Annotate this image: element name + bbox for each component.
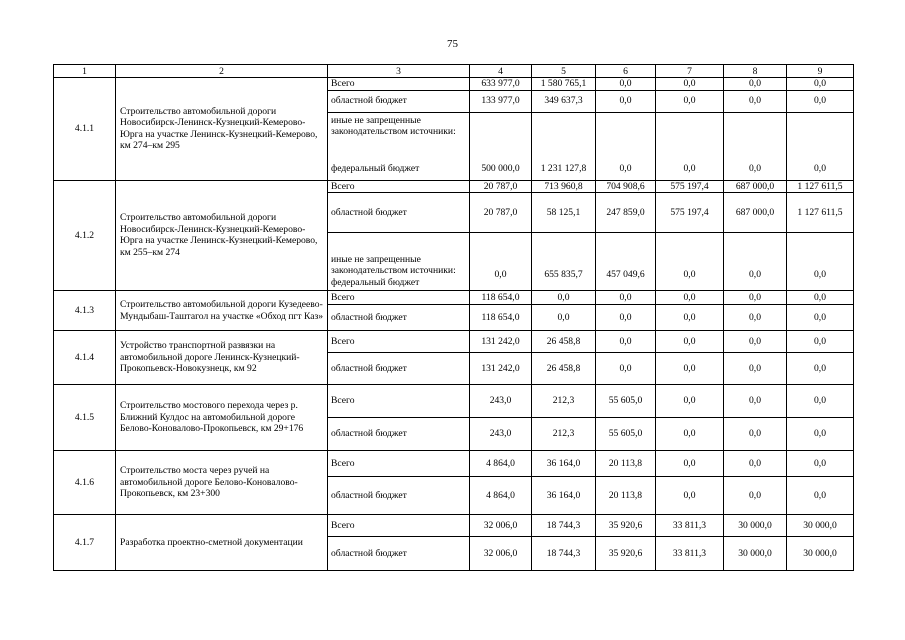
value-cell: 575 197,4 (656, 193, 724, 233)
column-header: 1 (54, 65, 116, 78)
source-cell: иные не запрещенные законодательством источники: (328, 112, 470, 158)
value-cell: 0,0 (596, 291, 656, 305)
value-cell: 0,0 (596, 158, 656, 180)
table-row (54, 385, 854, 418)
value-cell: 212,3 (532, 418, 596, 451)
source-cell: областной бюджет (328, 537, 470, 571)
value-cell: 704 908,6 (596, 180, 656, 193)
value-cell: 212,3 (532, 385, 596, 418)
source-cell: Всего (328, 180, 470, 193)
value-cell: 118 654,0 (470, 305, 532, 331)
value-cell: 4 864,0 (470, 451, 532, 477)
value-cell: 131 242,0 (470, 353, 532, 385)
value-cell: 36 164,0 (532, 477, 596, 515)
value-cell: 0,0 (724, 353, 787, 385)
value-cell: 687 000,0 (724, 193, 787, 233)
value-cell: 20 787,0 (470, 193, 532, 233)
item-code: 4.1.1 (54, 78, 116, 181)
source-cell: областной бюджет (328, 418, 470, 451)
value-cell: 243,0 (470, 385, 532, 418)
value-cell: 0,0 (656, 385, 724, 418)
source-cell: областной бюджет (328, 90, 470, 112)
value-cell: 0,0 (596, 353, 656, 385)
value-cell: 131 242,0 (470, 331, 532, 353)
value-cell: 0,0 (724, 385, 787, 418)
source-cell (328, 233, 470, 291)
value-cell: 655 835,7 (532, 233, 596, 291)
value-cell: 33 811,3 (656, 537, 724, 571)
value-cell: 0,0 (724, 477, 787, 515)
value-cell: 0,0 (787, 353, 854, 385)
source-cell: Всего (328, 451, 470, 477)
table-row (54, 331, 854, 353)
column-header: 4 (470, 65, 532, 78)
value-cell: 0,0 (532, 305, 596, 331)
value-cell: 575 197,4 (656, 180, 724, 193)
value-cell: 118 654,0 (470, 291, 532, 305)
column-header: 7 (656, 65, 724, 78)
table-row (54, 78, 854, 91)
value-cell: 0,0 (532, 291, 596, 305)
item-name: Строительство моста через ручей на автомобильной дороге Белово-Коновалово-Прокопьевск, км 23+300 (116, 451, 328, 515)
value-cell: 0,0 (596, 331, 656, 353)
value-cell: 0,0 (724, 451, 787, 477)
value-cell: 0,0 (724, 158, 787, 180)
page-number: 75 (447, 38, 458, 50)
value-cell: 713 960,8 (532, 180, 596, 193)
source-cell: Всего (328, 78, 470, 91)
value-cell: 0,0 (656, 305, 724, 331)
value-cell: 247 859,0 (596, 193, 656, 233)
value-cell: 0,0 (656, 451, 724, 477)
value-cell: 1 127 611,5 (787, 180, 854, 193)
value-cell: 0,0 (724, 331, 787, 353)
value-cell: 32 006,0 (470, 537, 532, 571)
column-header: 6 (596, 65, 656, 78)
value-cell: 0,0 (596, 78, 656, 91)
value-cell: 0,0 (470, 233, 532, 291)
item-code: 4.1.5 (54, 385, 116, 451)
column-header: 5 (532, 65, 596, 78)
column-header: 2 (116, 65, 328, 78)
value-cell: 30 000,0 (724, 515, 787, 537)
value-cell: 1 231 127,8 (532, 158, 596, 180)
value-cell: 20 113,8 (596, 451, 656, 477)
value-cell: 30 000,0 (787, 515, 854, 537)
value-cell: 0,0 (787, 291, 854, 305)
value-cell: 4 864,0 (470, 477, 532, 515)
value-cell: 1 580 765,1 (532, 78, 596, 91)
value-cell: 0,0 (656, 418, 724, 451)
value-cell: 500 000,0 (470, 158, 532, 180)
value-cell: 0,0 (787, 78, 854, 91)
value-cell: 58 125,1 (532, 193, 596, 233)
value-cell: 0,0 (787, 158, 854, 180)
column-header: 9 (787, 65, 854, 78)
value-cell: 26 458,8 (532, 353, 596, 385)
value-cell: 0,0 (787, 331, 854, 353)
value-cell: 30 000,0 (787, 537, 854, 571)
item-name: Строительство автомобильной дороги Кузедеево-Мундыбаш-Таштагол на участке «Обход пгт Каз» (116, 291, 328, 331)
value-cell: 0,0 (656, 291, 724, 305)
table-row (54, 180, 854, 193)
item-code: 4.1.4 (54, 331, 116, 385)
value-cell: 26 458,8 (532, 331, 596, 353)
value-cell: 33 811,3 (656, 515, 724, 537)
header-row (54, 65, 854, 78)
value-cell: 1 127 611,5 (787, 193, 854, 233)
value-cell: 0,0 (656, 331, 724, 353)
value-cell: 55 605,0 (596, 385, 656, 418)
value-cell: 0,0 (724, 233, 787, 291)
column-header: 8 (724, 65, 787, 78)
value-cell: 0,0 (787, 233, 854, 291)
value-cell: 133 977,0 (470, 90, 532, 112)
source-cell: областной бюджет (328, 193, 470, 233)
value-cell: 55 605,0 (596, 418, 656, 451)
value-cell: 35 920,6 (596, 515, 656, 537)
source-cell: областной бюджет (328, 305, 470, 331)
value-cell: 0,0 (656, 90, 724, 112)
value-cell: 18 744,3 (532, 537, 596, 571)
value-cell: 0,0 (724, 291, 787, 305)
table-row (54, 291, 854, 305)
source-cell: областной бюджет (328, 477, 470, 515)
value-cell: 0,0 (787, 477, 854, 515)
value-cell: 0,0 (724, 305, 787, 331)
value-cell: 0,0 (656, 78, 724, 91)
item-code: 4.1.7 (54, 515, 116, 571)
value-cell: 20 113,8 (596, 477, 656, 515)
source-cell: областной бюджет (328, 353, 470, 385)
item-code: 4.1.6 (54, 451, 116, 515)
value-cell: 687 000,0 (724, 180, 787, 193)
value-cell: 30 000,0 (724, 537, 787, 571)
source-subtext: федеральный бюджет (331, 276, 420, 288)
item-name: Строительство автомобильной дороги Новосибирск-Ленинск-Кузнецкий-Кемерово-Юрга на участке Ленинск-Кузнецкий-Кемерово, км 255–км 274 (116, 180, 328, 291)
value-cell: 20 787,0 (470, 180, 532, 193)
value-cell: 243,0 (470, 418, 532, 451)
value-cell: 35 920,6 (596, 537, 656, 571)
table-row (54, 515, 854, 537)
value-cell: 457 049,6 (596, 233, 656, 291)
value-cell: 0,0 (724, 78, 787, 91)
value-cell: 0,0 (787, 90, 854, 112)
value-cell: 18 744,3 (532, 515, 596, 537)
value-cell: 0,0 (724, 90, 787, 112)
source-cell: федеральный бюджет (328, 158, 470, 180)
value-cell: 0,0 (656, 158, 724, 180)
item-name: Устройство транспортной развязки на автомобильной дороге Ленинск-Кузнецкий-Прокопьевск-Новокузнецк, км 92 (116, 331, 328, 385)
source-cell: Всего (328, 515, 470, 537)
table-row (54, 451, 854, 477)
value-cell: 633 977,0 (470, 78, 532, 91)
item-code: 4.1.2 (54, 180, 116, 291)
value-cell: 0,0 (596, 90, 656, 112)
source-cell: Всего (328, 291, 470, 305)
item-name: Строительство мостового перехода через р. Ближний Кулдос на автомобильной дороге Белово-Коновалово-Прокопьевск, км 29+176 (116, 385, 328, 451)
value-cell: 0,0 (596, 305, 656, 331)
value-cell: 32 006,0 (470, 515, 532, 537)
source-text: иные не запрещенные законодательством источники: (331, 253, 456, 276)
value-cell: 0,0 (787, 385, 854, 418)
value-cell: 0,0 (656, 477, 724, 515)
item-name: Разработка проектно-сметной документации (116, 515, 328, 571)
value-cell: 0,0 (724, 418, 787, 451)
budget-table (53, 64, 854, 571)
value-cell: 0,0 (787, 305, 854, 331)
value-cell: 0,0 (787, 418, 854, 451)
column-header: 3 (328, 65, 470, 78)
value-cell: 0,0 (656, 233, 724, 291)
item-name: Строительство автомобильной дороги Новосибирск-Ленинск-Кузнецкий-Кемерово-Юрга на участке Ленинск-Кузнецкий-Кемерово, км 274–км 295 (116, 78, 328, 181)
item-code: 4.1.3 (54, 291, 116, 331)
value-cell: 0,0 (787, 451, 854, 477)
source-cell: Всего (328, 331, 470, 353)
source-cell: Всего (328, 385, 470, 418)
value-cell: 36 164,0 (532, 451, 596, 477)
value-cell: 0,0 (656, 353, 724, 385)
value-cell: 349 637,3 (532, 90, 596, 112)
